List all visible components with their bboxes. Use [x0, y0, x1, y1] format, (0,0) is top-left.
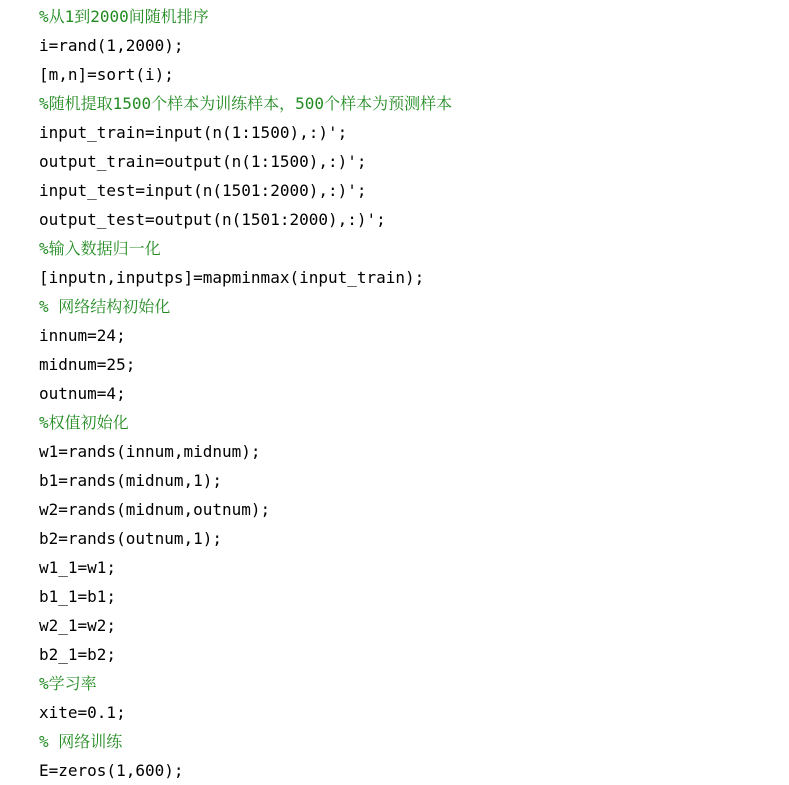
code-line: outnum=4;	[39, 384, 126, 403]
code-line: i=rand(1,2000);	[39, 36, 184, 55]
code-line: b2_1=b2;	[39, 645, 117, 664]
code-line: E=zeros(1,600);	[39, 761, 184, 780]
comment-line: %随机提取1500个样本为训练样本，500个样本为预测样本	[39, 94, 453, 113]
code-line: input_test=input(n(1501:2000),:)';	[39, 181, 367, 200]
code-line: w2=rands(midnum,outnum);	[39, 500, 271, 519]
comment-line: %权值初始化	[39, 413, 129, 432]
comment-line: %输入数据归一化	[39, 239, 161, 258]
code-line: b1_1=b1;	[39, 587, 117, 606]
code-line: b2=rands(outnum,1);	[39, 529, 223, 548]
code-line: w1=rands(innum,midnum);	[39, 442, 261, 461]
code-line: xite=0.1;	[39, 703, 126, 722]
code-line: w2_1=w2;	[39, 616, 117, 635]
code-line: w1_1=w1;	[39, 558, 117, 577]
comment-line: % 网络结构初始化	[39, 297, 171, 316]
comment-line: % 网络训练	[39, 732, 123, 751]
code-line: midnum=25;	[39, 355, 136, 374]
code-line: innum=24;	[39, 326, 126, 345]
comment-line: %学习率	[39, 674, 97, 693]
code-line: input_train=input(n(1:1500),:)';	[39, 123, 348, 142]
code-line: [inputn,inputps]=mapminmax(input_train);	[39, 268, 425, 287]
code-line: b1=rands(midnum,1);	[39, 471, 223, 490]
code-line: output_test=output(n(1501:2000),:)';	[39, 210, 386, 229]
code-line: [m,n]=sort(i);	[39, 65, 174, 84]
code-lines	[39, 2, 789, 785]
code-line: output_train=output(n(1:1500),:)';	[39, 152, 367, 171]
comment-line: %从1到2000间随机排序	[39, 7, 209, 26]
